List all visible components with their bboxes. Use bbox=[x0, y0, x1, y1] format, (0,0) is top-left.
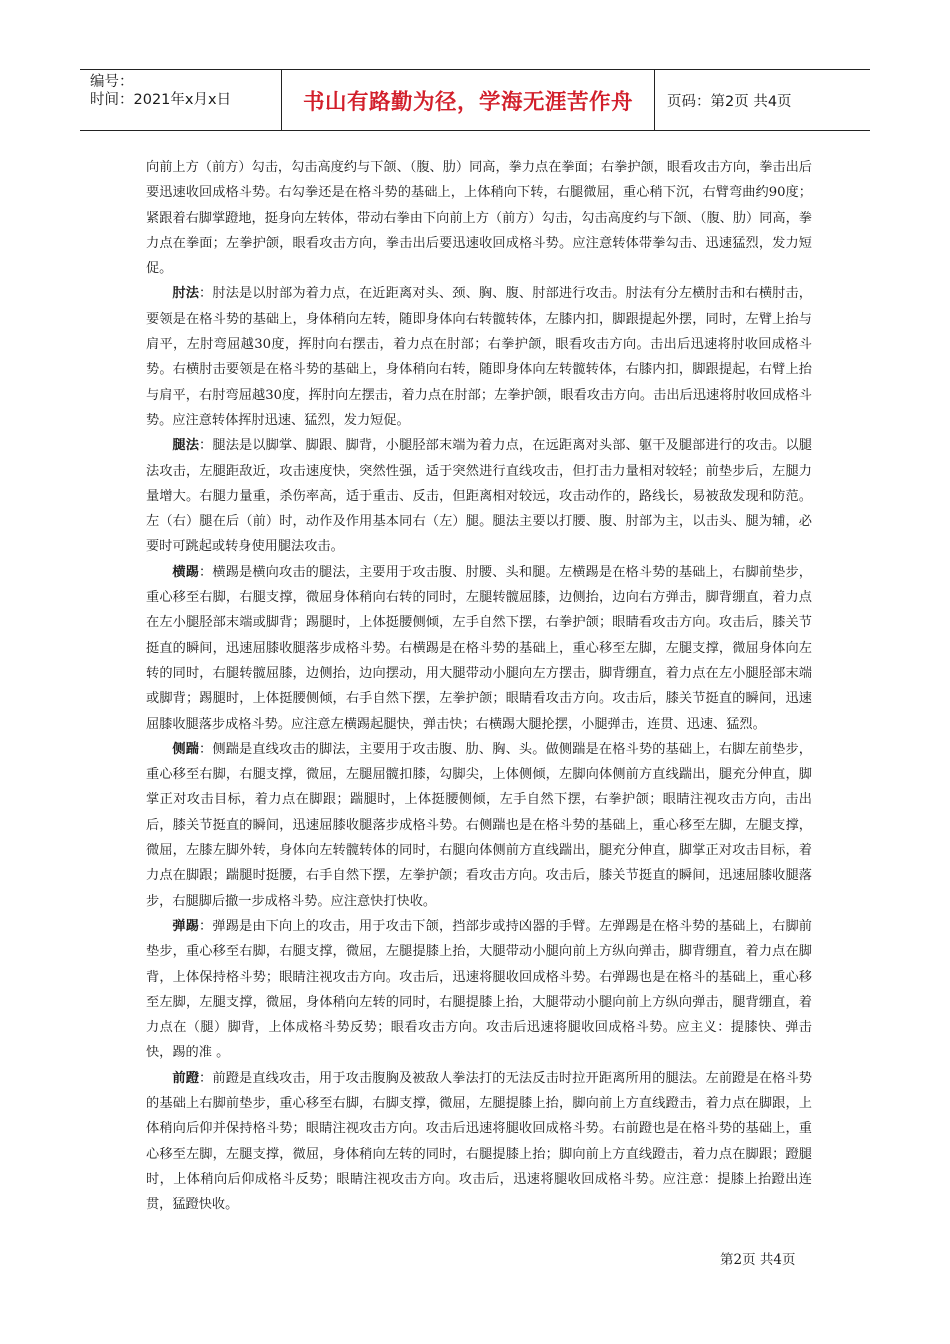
header-meta bbox=[80, 70, 280, 130]
paragraph-term: 弹踢 bbox=[172, 918, 200, 934]
paragraph-term: 横踢 bbox=[172, 564, 200, 580]
paragraph-text: ：肘法是以肘部为着力点，在近距离对头、颈、胸、腹、肘部进行攻击。肘法有分左横肘击和右横肘击，要领是在格斗势的基础上，身体稍向左转，随即身体向右转髋转体，左膝内扣，脚跟提起外摆，同时，左臂上抬与肩平，左肘弯屈越30度，挥肘向右摆击，着力点在肘部；右拳护颌，眼看攻击方向。击出后迅速将肘收回成格斗势。右横肘击要领是在格斗势的基础上，身体稍向右转，随即身体向左转髋转体，右膝内扣，脚跟提起，右臂上抬与肩平，右肘弯屈越30度，挥肘向左摆击，着力点在肘部；左拳护颌，眼看攻击方向。击出后迅速将肘收回成格斗势。应注意转体挥肘迅速、猛烈，发力短促。 bbox=[146, 286, 812, 428]
paragraph bbox=[146, 914, 812, 1066]
paragraph bbox=[146, 433, 812, 559]
paragraph-term: 前蹬 bbox=[172, 1070, 200, 1086]
document-body bbox=[146, 155, 812, 1217]
doc-number-label: 编号： bbox=[90, 74, 134, 90]
paragraph-text: ：侧踹是直线攻击的脚法，主要用于攻击腹、肋、胸、头。做侧踹是在格斗势的基础上，右脚左前垫步，重心移至右脚，右腿支撑，微屈，左腿屈髋扣膝，勾脚尖，上体侧倾，左脚向体侧前方直线踹出，腿充分伸直，脚掌正对攻击目标，着力点在脚跟；踹腿时，上体挺腰侧倾，左手自然下摆，右拳护颌；眼睛注视攻击方向，击出后，膝关节挺直的瞬间，迅速屈膝收腿落步成格斗势。右侧踹也是在格斗势的基础上，重心移至左脚，左腿支撑，微屈，左膝左脚外转，身体向左转髋转体的同时，右腿向体侧前方直线踹出，腿充分伸直，脚掌正对攻击目标，着力点在脚跟；踹腿时挺腰，右手自然下摆，左拳护颌；看攻击方向。攻击后，膝关节挺直的瞬间，迅速屈膝收腿落步，右腿脚后撤一步成格斗势。应注意快打快收。 bbox=[146, 741, 812, 909]
motto: 书山有路勤为径，学海无涯苦作舟 bbox=[302, 89, 633, 115]
paragraph bbox=[146, 1066, 812, 1218]
paragraph-text: ：弹踢是由下向上的攻击，用于攻击下颌，挡部步或持凶器的手臂。左弹踢是在格斗势的基础上，右脚前垫步，重心移至右脚，右腿支撑，微屈，左腿提膝上抬，大腿带动小腿向前上方纵向弹击，脚背绷直，着力点在脚背，上体保持格斗势；眼睛注视攻击方向。攻击后，迅速将腿收回成格斗势。右弹踢也是在格斗的基础上，重心移至左脚，左腿支撑，微屈，身体稍向左转的同时，右腿提膝上抬，大腿带动小腿向前上方纵向弹击，腿背绷直，着力点在（腿）脚背，上体成格斗势反势；眼看攻击方向。攻击后迅速将腿收回成格斗势。应主义：提膝快、弹击快，踢的准 。 bbox=[146, 918, 812, 1061]
page-number-label: 页码：第2页 共4页 bbox=[667, 93, 792, 110]
paragraph-text: 向前上方（前方）勾击，勾击高度约与下颌、（腹、肋）同高，拳力点在拳面；右拳护颌，眼看攻击方向，拳击出后要迅速收回成格斗势。右勾拳还是在格斗势的基础上，上体稍向下转，右腿微屈，重心稍下沉，右臂弯曲约90度；紧跟着右脚掌蹬地，挺身向左转体，带动右拳由下向前上方（前方）勾击，勾击高度约与下颌、（腹、肋）同高，拳力点在拳面；左拳护颌，眼看攻击方向，拳击出后要迅速收回成格斗势。应注意转体带拳勾击、迅速猛烈，发力短促。 bbox=[146, 160, 812, 277]
paragraph-term: 侧踹 bbox=[172, 741, 200, 757]
page-header bbox=[80, 69, 870, 131]
paragraph bbox=[146, 737, 812, 914]
paragraph bbox=[146, 155, 812, 281]
paragraph-term: 肘法 bbox=[172, 286, 200, 302]
paragraph-term: 腿法 bbox=[172, 438, 200, 454]
paragraph-text: ：腿法是以脚掌、脚跟、脚背，小腿胫部末端为着力点，在远距离对头部、躯干及腿部进行的攻击。以腿法攻击，左腿距敌近，攻击速度快，突然性强，适于突然进行直线攻击，但打击力量相对较轻；前垫步后，左腿力量增大。右腿力量重，杀伤率高，适于重击、反击，但距离相对较远，攻击动作的，路线长，易被敌发现和防范。左（右）腿在后（前）时，动作及作用基本同右（左）腿。腿法主要以打腰、腹、肘部为主，以击头、腿为辅，必要时可跳起或转身使用腿法攻击。 bbox=[146, 438, 812, 555]
paragraph-text: ：横踢是横向攻击的腿法，主要用于攻击腹、肘腰、头和腿。左横踢是在格斗势的基础上，右脚前垫步，重心移至右脚，右腿支撑，微屈身体稍向右转的同时，左腿转髋屈膝，边侧抬，边向右方弹击，脚背绷直，着力点在左小腿胫部末端或脚背；踢腿时，上体挺腰侧倾，左手自然下摆，右拳护颌；眼睛看攻击方向。攻击后，膝关节挺直的瞬间，迅速屈膝收腿落步成格斗势。右横踢是在格斗势的基础上，重心移至左脚，左腿支撑，微屈身体向左转的同时，右腿转髋屈膝，边侧抬，边向摆动，用大腿带动小腿向左方摆击，脚背绷直，着力点在左小腿胫部末端或脚背；踢腿时，上体挺腰侧倾，右手自然下摆，左拳护颌；眼睛看攻击方向。攻击后，膝关节挺直的瞬间，迅速屈膝收腿落步成格斗势。应注意左横踢起腿快，弹击快；右横踢大腿抡摆，小腿弹击，连贯、迅速、猛烈。 bbox=[146, 564, 812, 732]
paragraph bbox=[146, 281, 812, 433]
header-motto-cell bbox=[281, 70, 655, 130]
paragraph-text: ：前蹬是直线攻击，用于攻击腹胸及被敌人拳法打的无法反击时拉开距离所用的腿法。左前蹬是在格斗势的基础上右脚前垫步，重心移至右脚，右脚支撑，微屈，左腿提膝上抬，脚向前上方直线蹬击，着力点在脚跟，上体稍向后仰并保持格斗势；眼睛注视攻击方向。攻击后迅速将腿收回成格斗势。右前蹬也是在格斗势的基础上，重心移至左脚，左腿支撑，微屈，身体稍向左转的同时，右腿提膝上抬；脚向前上方直线蹬击，着力点在脚跟；蹬腿时，上体稍向后仰成格斗反势；眼睛注视攻击方向。攻击后，迅速将腿收回成格斗势。应注意：提膝上抬蹬出连贯，猛蹬快收。 bbox=[146, 1070, 812, 1213]
doc-date-label: 时间：2021年x月x日 bbox=[90, 92, 232, 108]
paragraph bbox=[146, 560, 812, 737]
page-footer: 第2页 共4页 bbox=[720, 1252, 796, 1268]
